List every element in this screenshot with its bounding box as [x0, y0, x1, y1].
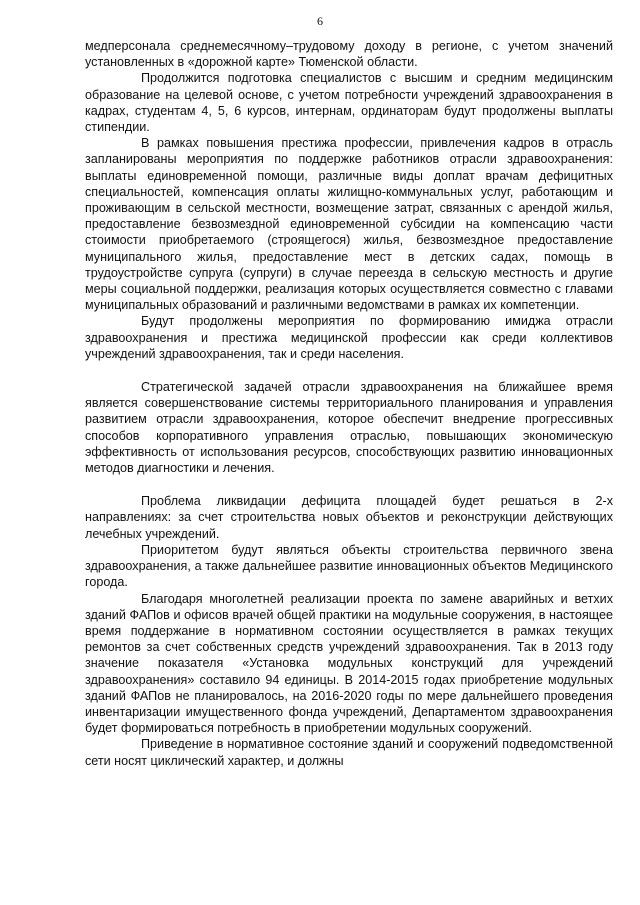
document-body [85, 38, 613, 769]
paragraph-modular-buildings: Благодаря многолетней реализации проекта по замене аварийных и ветхих зданий ФАПов и офисов врачей общей практики на модульные сооружения, в настоящее время поддержание в нормативном состоянии осуществляется в рамках текущих ремонтов за счет собственных средств учреждений здравоохранения. Так в 2013 году значение показателя «Установка модульных конструкций для учреждений здравоохранения» составило 94 единицы. В 2014-2015 годах приобретение модульных зданий ФАПов не планировалось, на 2016-2020 годы по мере дальнейшего проведения инвентаризации имущественного фонда учреждений, Департаментом здравоохранения будет формироваться потребность в приобретении модульных сооружений. [85, 591, 613, 736]
paragraph-strategic-task: Стратегической задачей отрасли здравоохранения на ближайшее время является совершенствование системы территориального планирования и управления развитием отрасли здравоохранения, которое обеспечит внедрение прогрессивных способов корпоративного управления отраслью, повышающих экономическую эффективность от использования ресурсов, способствующих развитию инновационных методов диагностики и лечения. [85, 380, 613, 476]
paragraph-normative-condition: Приведение в нормативное состояние зданий и сооружений подведомственной сети носят циклический характер, и должны [85, 737, 613, 768]
paragraph-specialist-training: Продолжится подготовка специалистов с высшим и средним медицинским образование на целевой основе, с учетом потребности учреждений здравоохранения в кадрах, студентам 4, 5, 6 курсов, интернам, ординаторам будут продолжены выплаты стипендии. [85, 71, 613, 135]
paragraph-space-deficit: Проблема ликвидации дефицита площадей будет решаться в 2-х направлениях: за счет строительства новых объектов и реконструкции действующих лечебных учреждений. [85, 494, 613, 541]
page-number: 6 [317, 14, 323, 28]
paragraph-salary-continuation: медперсонала среднемесячному–трудовому доходу в регионе, с учетом значений установленных в «дорожной карте» Тюменской области. [85, 39, 613, 70]
paragraph-primary-care-priority: Приоритетом будут являться объекты строительства первичного звена здравоохранения, а также дальнейшее развитие инновационных объектов Медицинского города. [85, 542, 613, 590]
paragraph-social-support: В рамках повышения престижа профессии, привлечения кадров в отрасль запланированы мероприятия по поддержке работников отрасли здравоохранения: выплаты единовременной помощи, различные виды доплат врачам дефицитных специальностей, компенсация оплаты жилищно-коммунальных услуг, работающим и проживающим в сельской местности, возмещение затрат, связанных с арендой жилья, предоставление безвозмездной единовременной субсидии на компенсацию части стоимости приобретаемого (строящегося) жилья, безвозмездное предоставление муниципального жилья, предоставление мест в детских садах, помощь в трудоустройстве супруга (супруги) в случае переезда в сельскую местность и другие меры социальной поддержки, реализация которых осуществляется совместно с главами муниципальных образований и различными ведомствами в рамках их компетенции. [85, 136, 613, 313]
paragraph-image-building: Будут продолжены мероприятия по формированию имиджа отрасли здравоохранения и престижа медицинской профессии как среди коллективов учреждений здравоохранения, так и среди населения. [85, 314, 613, 361]
